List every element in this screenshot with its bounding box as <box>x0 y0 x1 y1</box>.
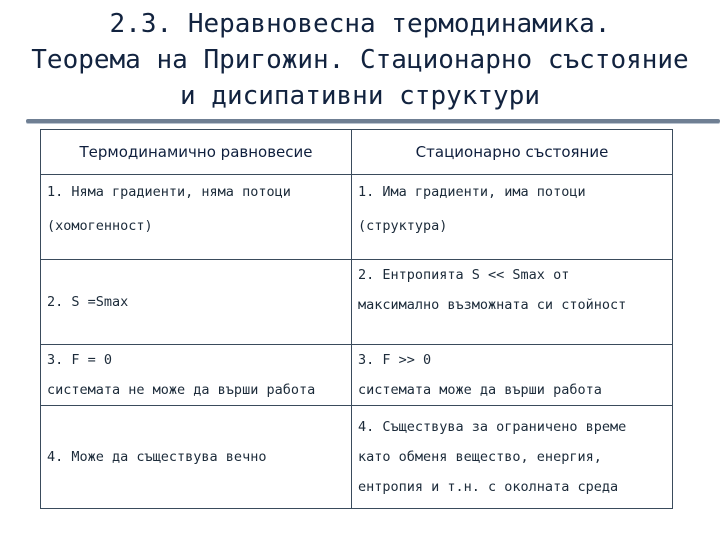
table-cell <box>352 175 673 260</box>
table-cell <box>352 260 673 345</box>
table-cell <box>41 345 352 406</box>
cell-line: 1. Няма градиенти, няма потоци <box>47 184 291 200</box>
title-line-2: Теорема на Пригожин. Стационарно състояние <box>31 45 689 75</box>
table-cell <box>352 345 673 406</box>
header-stationary: Стационарно състояние <box>352 130 673 175</box>
slide-title <box>0 6 720 114</box>
cell-line: 2. S =Smax <box>47 294 129 310</box>
table-cell <box>41 260 352 345</box>
cell-line: 1. Има градиенти, има потоци <box>358 184 586 200</box>
table-row <box>41 175 673 260</box>
cell-line: максимално възможната си стойност <box>358 297 627 313</box>
table-row <box>41 406 673 509</box>
table-cell <box>41 175 352 260</box>
cell-line: (хомогенност) <box>47 218 153 234</box>
table-cell <box>352 406 673 509</box>
comparison-table <box>40 129 673 509</box>
title-divider <box>26 119 720 123</box>
table-row <box>41 260 673 345</box>
cell-line: (структура) <box>358 218 448 234</box>
cell-line: 3. F >> 0 <box>358 352 432 368</box>
cell-line: 3. F = 0 <box>47 352 113 368</box>
header-equilibrium: Термодинамично равновесие <box>41 130 352 175</box>
cell-line: като обменя вещество, енергия, <box>358 449 602 465</box>
table-header-row <box>41 130 673 175</box>
table-row <box>41 345 673 406</box>
cell-line: ентропия и т.н. с околната среда <box>358 479 619 495</box>
table-cell <box>41 406 352 509</box>
title-line-3: и дисипативни структури <box>179 81 541 111</box>
cell-line: системата може да върши работа <box>358 382 602 398</box>
cell-line: системата не може да върши работа <box>47 382 316 398</box>
cell-line: 4. Съществува за ограничено време <box>358 419 627 435</box>
cell-line: 4. Може да съществува вечно <box>47 449 267 465</box>
title-line-1: 2.3. Неравновесна термодинамика. <box>109 9 611 39</box>
cell-line: 2. Ентропията S << Smax от <box>358 267 570 283</box>
